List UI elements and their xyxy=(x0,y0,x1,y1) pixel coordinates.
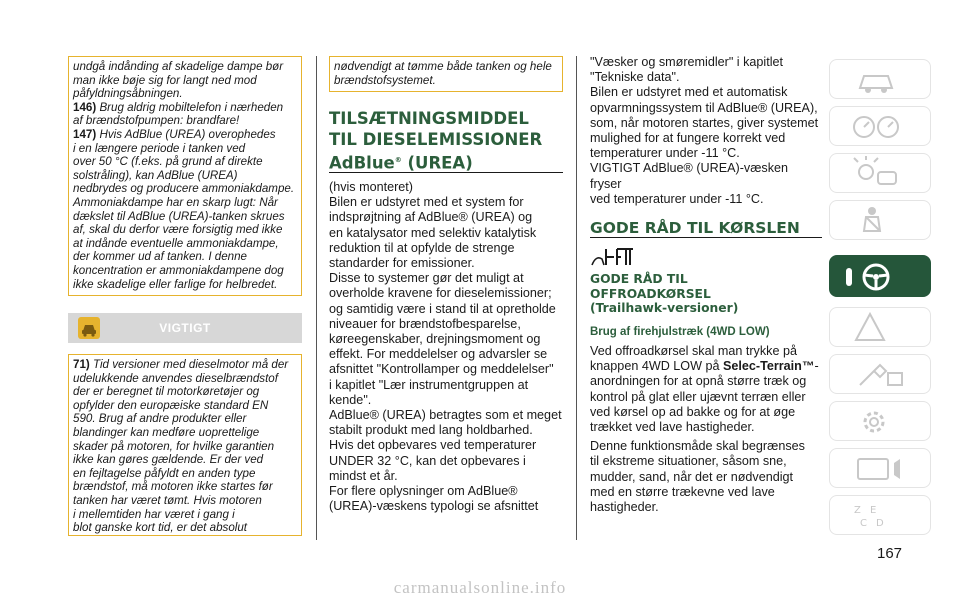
chapter-tab-getting-to-know[interactable] xyxy=(829,59,931,99)
warn-line: Hvis AdBlue (UREA) overophedes xyxy=(99,127,276,141)
warn-line: brændstof, må motoren ikke startes før xyxy=(73,480,273,494)
section-title-driving: GODE RÅD TIL KØRSLEN xyxy=(590,219,800,237)
column-divider xyxy=(576,56,577,540)
chapter-tab-maintenance[interactable] xyxy=(829,354,931,394)
svg-text:E: E xyxy=(870,505,877,516)
chapter-tab-multimedia[interactable] xyxy=(829,448,931,488)
note-number: 147) xyxy=(73,127,97,141)
warn-line: Tid versioner med dieselmotor må der xyxy=(93,358,289,371)
steering-wheel-icon xyxy=(830,256,932,298)
warn-line: brændstofsystemet. xyxy=(334,73,436,87)
warning-box-continued xyxy=(329,56,563,92)
warn-line: solstråling), kan AdBlue (UREA) xyxy=(73,168,238,182)
warn-line: over 50 °C (f.eks. på grund af direkte xyxy=(73,155,263,169)
adblue-body: (hvis monteret) Bilen er udstyret med et system for indsprøjtning af AdBlue® (UREA) og en katalysator med selektiv katalytisk reduktion til at opfylde de strenge standarder for emissioner. Disse to systemer gør det muligt at overholde kravene for dieselemissioner; og samtidig være i stand til at opretholde niveauer for brændstofbesparelse, køreegenskaber, drejningsmoment og effekt. For meddelelser og advarsler se afsnittet "Kontrollamper og meddelelser" i kapitlet "Lær instrumentgruppen at kende". AdBlue® (UREA) betragtes som et meget stabilt produkt med lang holdbarhed. Hvis det opbevares ved temperaturer UNDER 32 °C, kan det opbevares i mindst et år. For flere oplysninger om AdBlue® (UREA)-væskens typologi se afsnittet xyxy=(329,180,562,514)
subheading-4wd-low: Brug af firehjulstræk (4WD LOW) xyxy=(590,326,770,338)
warn-line: undgå indånding af skadelige dampe bør xyxy=(73,60,284,73)
warn-line: i en længere periode i tanken ved xyxy=(73,141,246,155)
warn-line: dækslet til AdBlue (UREA)-tanken skrues xyxy=(73,209,285,223)
note-number: 71) xyxy=(73,358,90,371)
section-title-adblue: TILSÆTNINGSMIDDEL TIL DIESELEMISSIONER AdBlue® (UREA) xyxy=(329,109,543,173)
warn-line: ikke kan gøres gældende. Er der ved xyxy=(73,453,264,467)
warn-line: Brug aldrig mobiltelefon i nærheden xyxy=(99,100,284,114)
chapter-tab-instruments[interactable] xyxy=(829,106,931,146)
svg-text:Z: Z xyxy=(854,505,861,516)
warn-line: nødvendigt at tømme både tanken og hele xyxy=(334,60,552,73)
safety-icon xyxy=(830,154,932,194)
seat-belt-icon xyxy=(830,201,932,241)
warn-line: 590. Brug af andre produkter eller xyxy=(73,412,247,426)
section-rule xyxy=(329,172,563,173)
offroad-icon xyxy=(590,245,634,274)
column-divider xyxy=(316,56,317,540)
warn-line: nedbrydes og producere ammoniakdampe. xyxy=(73,182,295,196)
warn-line: man ikke bøje sig for langt ned mod xyxy=(73,73,257,87)
warn-line: af, skal du derfor være forsigtig med ikke xyxy=(73,223,283,237)
warning-triangle-icon xyxy=(830,308,932,348)
svg-text:D: D xyxy=(876,518,884,529)
warn-line: koncentration er ammoniakdampene dog xyxy=(73,263,284,277)
maintenance-icon xyxy=(830,355,932,395)
warn-line: en fejltagelse påfyldt en anden type xyxy=(73,466,256,480)
warn-line: tanken har været tømt. Hvis motoren xyxy=(73,493,262,507)
vigtigt-label: VIGTIGT xyxy=(159,321,211,335)
warn-line: der kommer ud af tanken. I denne xyxy=(73,250,248,264)
warn-line: ikke skadelige eller farlige for helbredet. xyxy=(73,277,278,291)
chapter-tab-index[interactable] xyxy=(829,495,931,535)
chapter-tab-technical-data[interactable] xyxy=(829,401,931,441)
note-number: 146) xyxy=(73,100,97,114)
page-number: 167 xyxy=(877,545,903,562)
warning-box-top xyxy=(68,56,302,296)
warn-line: Ammoniakdampe har en skarp lugt: Når xyxy=(73,195,278,209)
offroad-title: GODE RÅD TIL OFFROADKØRSEL (Trailhawk-versioner) xyxy=(590,272,739,315)
warn-line: udelukkende anvendes dieselbrændstof xyxy=(73,371,278,385)
warn-line: blot ganske kort tid, er det absolut xyxy=(73,521,248,535)
svg-text:C: C xyxy=(860,518,867,529)
chapter-tab-emergency[interactable] xyxy=(829,307,931,347)
chapter-tab-controls[interactable] xyxy=(829,200,931,240)
car-dashboard-icon xyxy=(830,60,932,100)
index-letters-icon xyxy=(830,496,932,536)
urea-body-continued: "Væsker og smøremidler" i kapitlet "Tekniske data". Bilen er udstyret med et automatisk opvarmningssystem til AdBlue® (UREA), som, når motoren startes, giver systemet mulighed for at fungere korrekt ved temperaturer under -11 °C. VIGTIGT AdBlue® (UREA)-væsken fryser ved temperaturer under -11 °C. xyxy=(590,55,819,206)
warn-line: af brændstofpumpen: brandfare! xyxy=(73,114,240,128)
offroad-body: Ved offroadkørsel skal man trykke på knappen 4WD LOW på Selec-Terrain™- anordningen for at opnå større træk og kontrol på glat eller ujævnt terræn eller ved kørsel op ad bakke og for at øge trækket ved lave hastigheder. Denne funktionsmåde skal begrænses til ekstreme situationer, såsom sne, mudder, sand, når det er nødvendigt med en større trækevne ved lave hastigheder. xyxy=(590,344,819,515)
warn-line: at indånde eventuelle ammoniakdampe, xyxy=(73,236,279,250)
warn-line: der er beregnet til motorkøretøjer og xyxy=(73,385,260,399)
warning-box-bottom xyxy=(68,354,302,536)
vigtigt-header xyxy=(68,313,302,343)
warn-line: skader på motoren, for hvilke garantien xyxy=(73,439,275,453)
chapter-tab-starting-driving[interactable] xyxy=(829,255,931,297)
warn-line: opfylder den europæiske standard EN xyxy=(73,398,269,412)
instrument-cluster-icon xyxy=(830,107,932,147)
warn-line: påfyldningsåbningen. xyxy=(73,87,183,101)
section-rule xyxy=(590,237,822,238)
watermark: carmanualsonline.info xyxy=(393,578,567,597)
warn-line: i mellemtiden har været i gang i xyxy=(73,507,235,521)
multimedia-icon xyxy=(830,449,932,489)
chapter-tab-safety[interactable] xyxy=(829,153,931,193)
warn-line: blandinger kan medføre uoprettelige xyxy=(73,425,260,439)
gear-icon xyxy=(830,402,932,442)
